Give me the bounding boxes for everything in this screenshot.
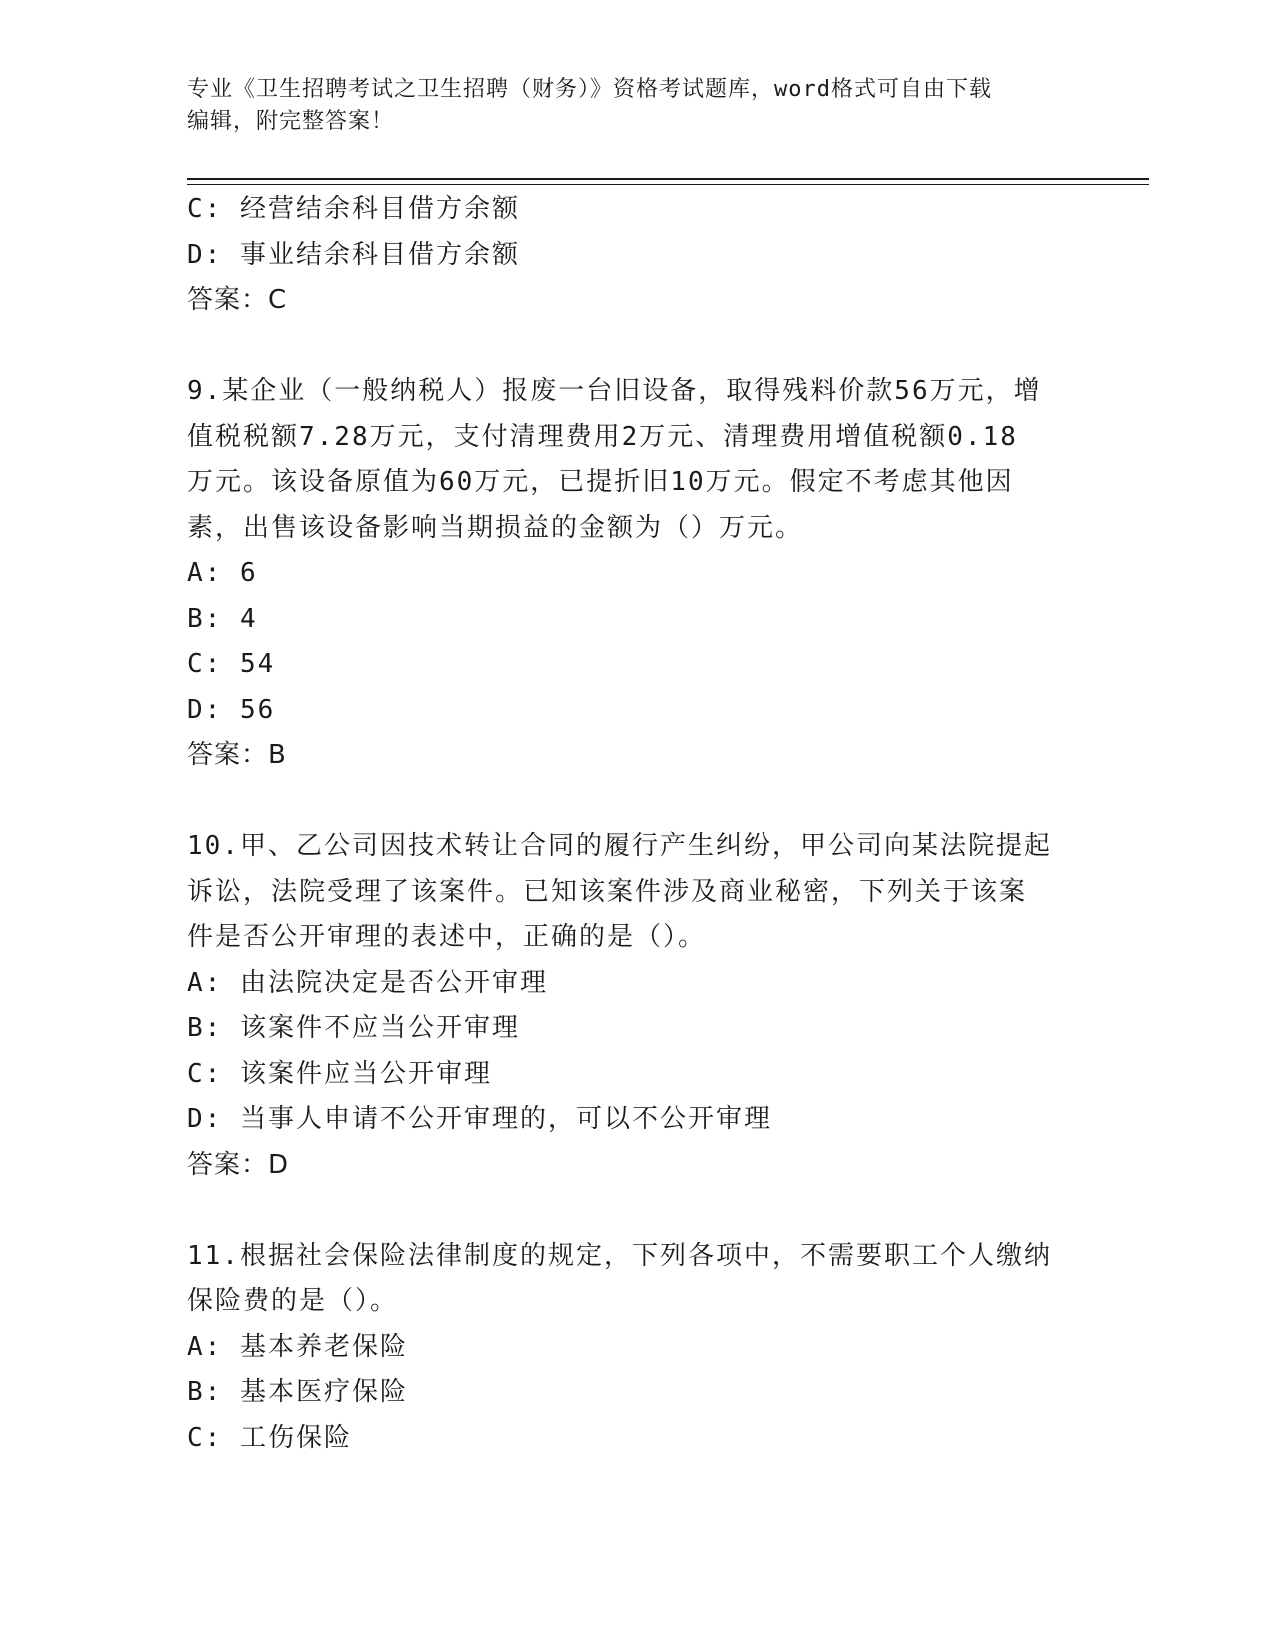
option-b: B: 该案件不应当公开审理 bbox=[187, 1013, 520, 1043]
question-stem-line: 件是否公开审理的表述中，正确的是（）。 bbox=[187, 922, 707, 952]
header-divider-thin bbox=[187, 184, 1149, 185]
question-10 bbox=[187, 824, 1087, 1188]
question-stem-line: 10.甲、乙公司因技术转让合同的履行产生纠纷，甲公司向某法院提起 bbox=[187, 831, 1052, 861]
option-b: B: 4 bbox=[187, 603, 258, 634]
spacer bbox=[187, 324, 1087, 370]
option-c: C: 工伤保险 bbox=[187, 1422, 352, 1453]
spacer bbox=[187, 779, 1087, 825]
document-header bbox=[187, 74, 1067, 138]
question-stem-line: 9.某企业（一般纳税人）报废一台旧设备，取得残料价款56万元，增 bbox=[187, 376, 1042, 406]
spacer bbox=[187, 1188, 1087, 1234]
option-a: A: 6 bbox=[187, 558, 258, 588]
question-stem-line: 保险费的是（）。 bbox=[187, 1286, 399, 1316]
option-d: D: 当事人申请不公开审理的，可以不公开审理 bbox=[187, 1104, 772, 1134]
question-stem-line: 素，出售该设备影响当期损益的金额为（）万元。 bbox=[187, 512, 804, 543]
option-c: C: 该案件应当公开审理 bbox=[187, 1058, 492, 1089]
option-c: C: 54 bbox=[187, 649, 276, 679]
header-line-2: 编辑，附完整答案！ bbox=[187, 109, 395, 134]
question-stem-line: 11.根据社会保险法律制度的规定，下列各项中，不需要职工个人缴纳 bbox=[187, 1240, 1052, 1271]
answer-line: 答案：B bbox=[187, 740, 287, 770]
option-a: A: 基本养老保险 bbox=[187, 1331, 408, 1362]
question-9 bbox=[187, 369, 1087, 779]
question-8-continued bbox=[187, 187, 1087, 324]
option-d: D: 事业结余科目借方余额 bbox=[187, 239, 520, 270]
question-content bbox=[187, 187, 1087, 1461]
answer-line: 答案：C bbox=[187, 285, 288, 315]
option-d: D: 56 bbox=[187, 694, 276, 725]
option-b: B: 基本医疗保险 bbox=[187, 1377, 408, 1407]
question-stem-line: 诉讼，法院受理了该案件。已知该案件涉及商业秘密，下列关于该案 bbox=[187, 876, 1028, 907]
header-line-1: 专业《卫生招聘考试之卫生招聘（财务）》资格考试题库，word格式可自由下载 bbox=[187, 77, 992, 102]
option-a: A: 由法院决定是否公开审理 bbox=[187, 967, 548, 998]
question-stem-line: 万元。该设备原值为60万元，已提折旧10万元。假定不考虑其他因 bbox=[187, 467, 1014, 497]
option-c: C: 经营结余科目借方余额 bbox=[187, 194, 520, 224]
question-11 bbox=[187, 1234, 1087, 1462]
header-divider-thick bbox=[187, 178, 1149, 180]
question-stem-line: 值税税额7.28万元，支付清理费用2万元、清理费用增值税额0.18 bbox=[187, 421, 1018, 452]
answer-line: 答案：D bbox=[187, 1149, 290, 1180]
